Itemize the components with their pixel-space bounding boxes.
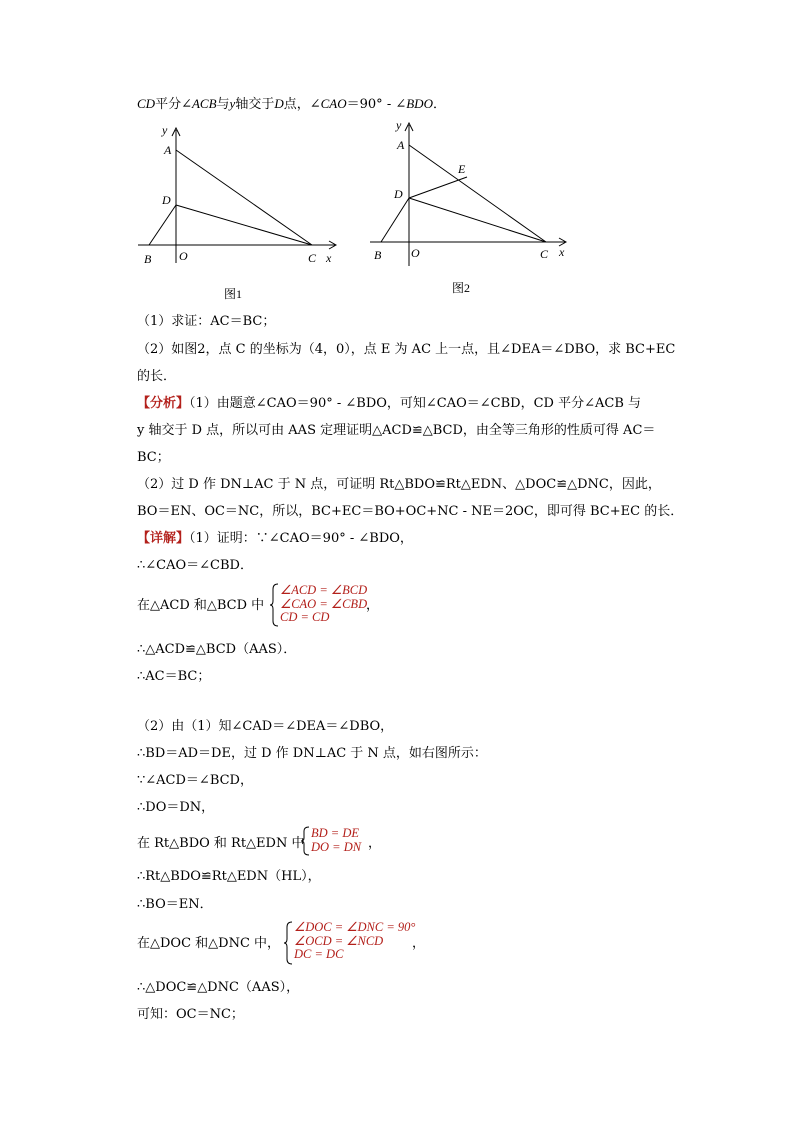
figure-1-caption: 图1 xyxy=(224,287,243,301)
segment-dc xyxy=(176,205,312,245)
label-c: C xyxy=(540,247,549,261)
analysis-line-5: BO＝EN、OC＝NC，所以，BC+EC＝BO+OC+NC - NE＝2OC，即可得 BC+EC 的长． xyxy=(137,504,684,519)
question-2-line-2: 的长． xyxy=(137,369,177,384)
segment-ac xyxy=(176,150,312,245)
intro-acb: ACB xyxy=(191,96,217,111)
detail-line-1 xyxy=(137,531,413,547)
label-c: C xyxy=(308,251,317,265)
brace-1-list xyxy=(280,584,367,625)
figure-1 xyxy=(130,118,350,308)
label-b: B xyxy=(144,252,152,266)
intro-y: y xyxy=(229,96,236,111)
segment-ac xyxy=(409,145,546,242)
analysis-line-3: BC； xyxy=(137,450,170,465)
label-d: D xyxy=(162,193,171,207)
segment-bd xyxy=(149,205,176,245)
analysis-line-1 xyxy=(137,396,641,412)
label-o: O xyxy=(411,246,420,260)
label-a: A xyxy=(164,143,172,157)
detail-line-8: ∵∠ACD＝∠BCD， xyxy=(137,773,253,788)
analysis-text: （1）由题意∠CAO＝90° - ∠BDO，可知∠CAO＝∠CBD，CD 平分∠ACB 与 xyxy=(189,396,642,411)
equation: ∠DOC = ∠DNC = 90° xyxy=(294,920,416,934)
intro-d: D xyxy=(274,96,284,111)
equation: DC = DC xyxy=(294,947,344,961)
figure-2 xyxy=(362,116,582,301)
question-1: （1）求证：AC＝BC； xyxy=(137,314,276,329)
detail-line-12: ∴BO＝EN． xyxy=(137,897,213,912)
label-b: B xyxy=(374,248,382,262)
equation: DO = DN xyxy=(311,839,362,854)
figure-2-caption: 图2 xyxy=(452,281,471,295)
brace-2-list xyxy=(311,827,361,854)
intro-cd: CD xyxy=(137,96,156,111)
segment-de xyxy=(409,177,467,198)
detail-line-7: ∴BD＝AD＝DE，过 D 作 DN⊥AC 于 N 点，如右图所示： xyxy=(137,746,487,761)
detail-text: 在 Rt△BDO 和 Rt△EDN 中 xyxy=(137,836,305,851)
detail-line-10-end: ， xyxy=(368,836,382,851)
detail-line-9: ∴DO＝DN， xyxy=(137,800,215,815)
label-x: x xyxy=(559,245,565,259)
analysis-tag: 【分析】 xyxy=(137,396,190,411)
intro-text: ． xyxy=(432,97,446,112)
label-y: y xyxy=(396,118,402,132)
equation: ∠CAO = ∠CBD xyxy=(280,596,368,611)
analysis-line-4: （2）过 D 作 DN⊥AC 于 N 点，可证明 Rt△BDO≌Rt△EDN、△DOC≌△DNC，因此， xyxy=(137,477,661,492)
detail-line-3-end: ， xyxy=(366,598,380,613)
detail-text: 在△DOC 和△DNC 中， xyxy=(137,936,281,951)
label-o: O xyxy=(179,249,188,263)
detail-line-13 xyxy=(137,936,280,952)
detail-text: 在△ACD 和△BCD 中 xyxy=(137,598,265,613)
equation: BD = DE xyxy=(311,826,360,840)
intro-bdo: BDO xyxy=(406,96,433,111)
detail-line-10 xyxy=(137,836,304,852)
label-y: y xyxy=(162,123,168,137)
detail-tag: 【详解】 xyxy=(137,531,190,546)
detail-line-5: ∴AC＝BC； xyxy=(137,669,211,684)
intro-cao: CAO xyxy=(320,96,347,111)
label-d: D xyxy=(394,187,403,201)
intro-text: ＝90° - ∠ xyxy=(346,97,407,112)
label-x: x xyxy=(326,251,332,265)
intro-line xyxy=(137,96,446,113)
detail-line-4: ∴△ACD≌△BCD（AAS）． xyxy=(137,642,297,657)
segment-dc xyxy=(409,198,546,242)
brace-1 xyxy=(270,583,280,627)
intro-text: 平分∠ xyxy=(155,97,192,112)
detail-text: （1）证明：∵∠CAO＝90° - ∠BDO， xyxy=(189,531,413,546)
brace-3 xyxy=(284,921,294,965)
detail-line-3 xyxy=(137,598,264,614)
segment-bd xyxy=(381,198,409,242)
detail-line-2: ∴∠CAO＝∠CBD． xyxy=(137,558,253,573)
detail-line-6: （2）由（1）知∠CAD＝∠DEA＝∠DBO， xyxy=(137,719,394,734)
intro-text: 轴交于 xyxy=(235,97,275,112)
analysis-line-2: y 轴交于 D 点，所以可由 AAS 定理证明△ACD≌△BCD，由全等三角形的性质可得 AC＝ xyxy=(137,423,656,438)
question-2-line-1: （2）如图2，点 C 的坐标为（4，0），点 E 为 AC 上一点，且∠DEA＝∠DBO，求 BC+EC xyxy=(137,342,676,357)
brace-2 xyxy=(301,826,311,856)
detail-line-15: 可知：OC＝NC； xyxy=(137,1007,244,1022)
detail-line-13-end: ， xyxy=(412,936,426,951)
label-e: E xyxy=(458,162,466,176)
equation: CD = CD xyxy=(280,610,330,624)
brace-3-list xyxy=(294,921,415,962)
intro-text: 点，∠ xyxy=(283,97,321,112)
detail-line-14: ∴△DOC≌△DNC（AAS）， xyxy=(137,980,300,995)
intro-text: 与 xyxy=(216,97,230,112)
equation: ∠OCD = ∠NCD xyxy=(294,933,384,948)
label-a: A xyxy=(397,138,405,152)
equation: ∠ACD = ∠BCD xyxy=(280,583,368,597)
detail-line-11: ∴Rt△BDO≌Rt△EDN（HL）， xyxy=(137,869,321,884)
